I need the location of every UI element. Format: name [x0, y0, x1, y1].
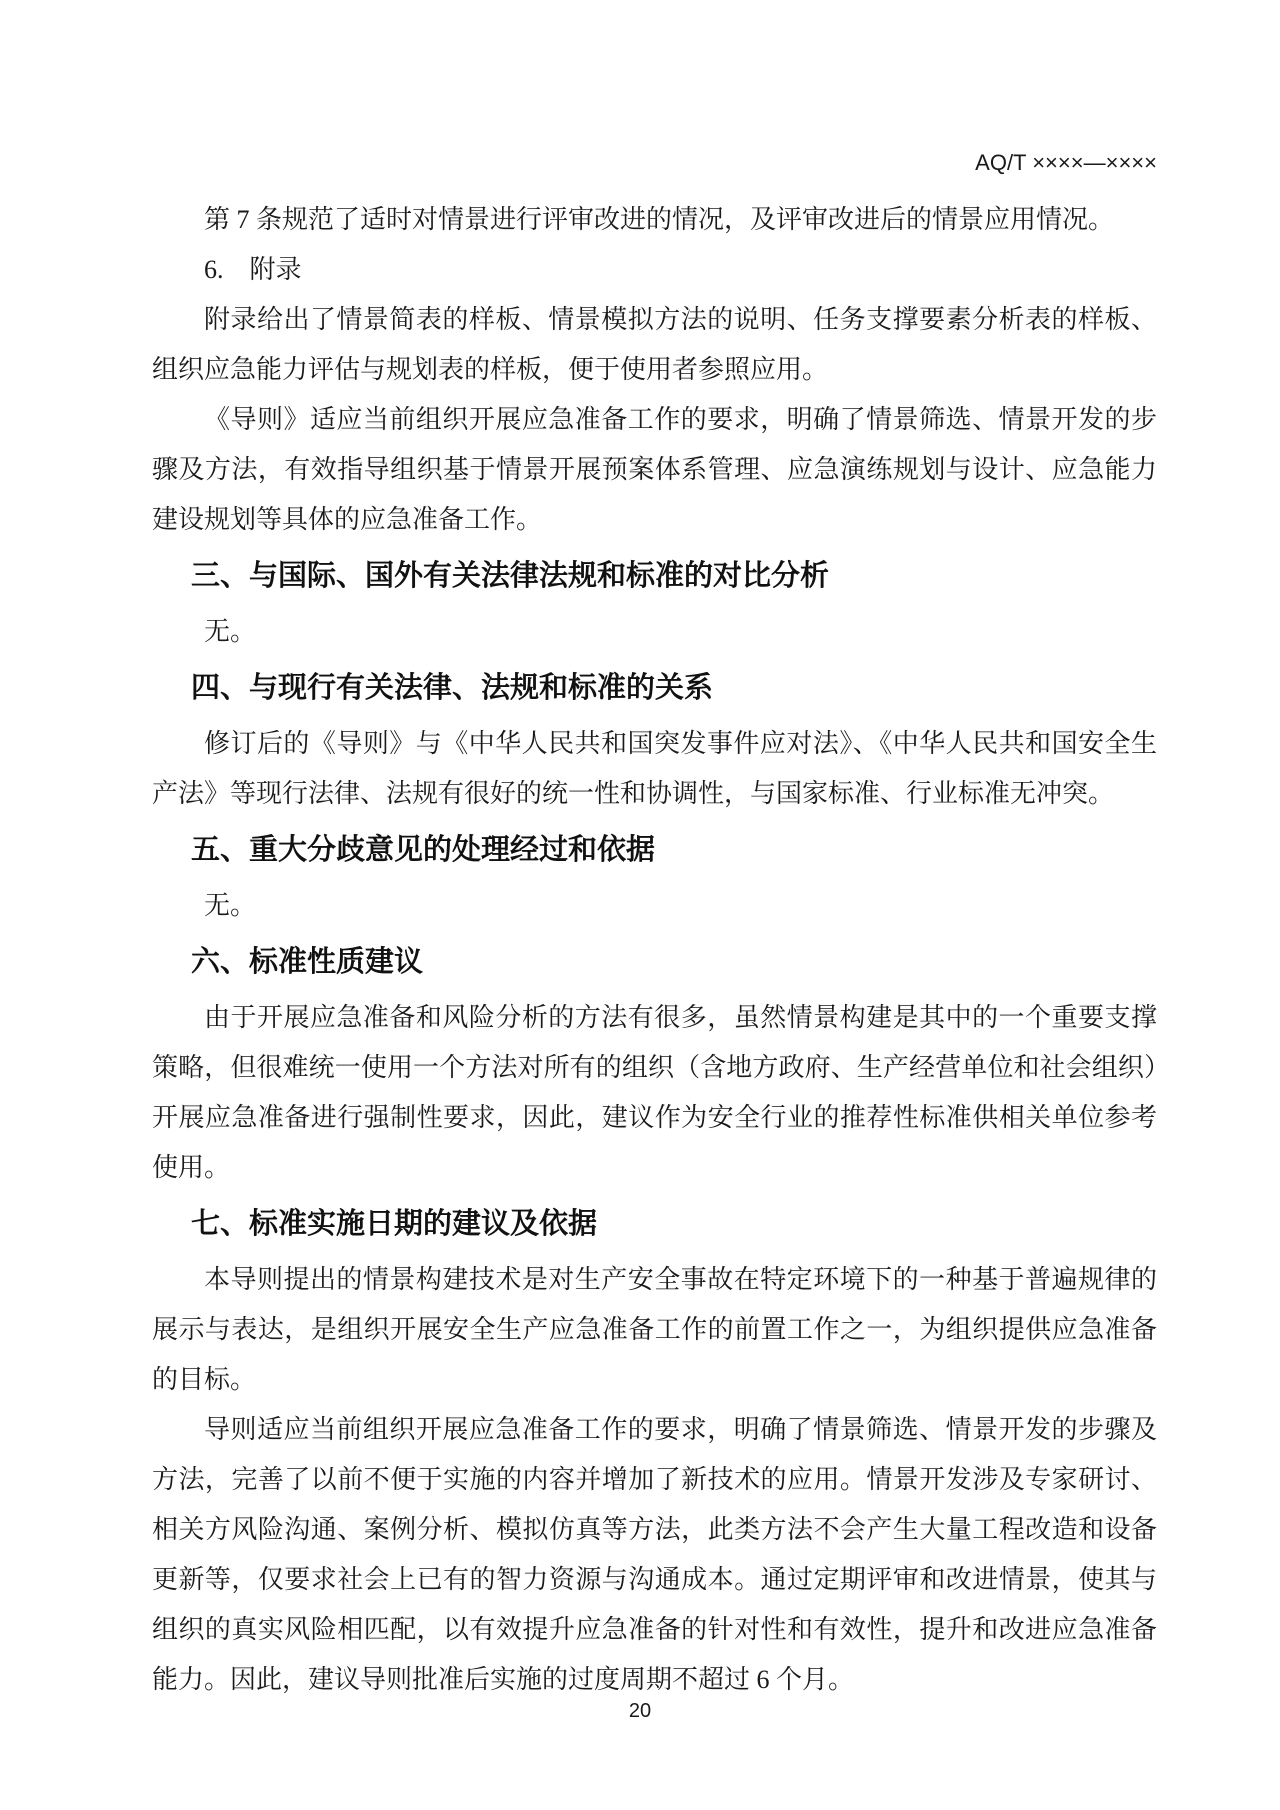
section-heading-7-implementation-date: 七、标准实施日期的建议及依据 — [191, 1208, 598, 1240]
paragraph-appendix-description: 附录给出了情景简表的样板、情景模拟方法的说明、任务支撑要素分析表的样板、组织应急能力评估与规划表的样板，便于使用者参照应用。 — [152, 305, 1157, 384]
section-heading-6-standard-nature: 六、标准性质建议 — [191, 946, 424, 978]
paragraph-guideline-adaptation: 《导则》适应当前组织开展应急准备工作的要求，明确了情景筛选、情景开发的步骤及方法，有效指导组织基于情景开展预案体系管理、应急演练规划与设计、应急能力建设规划等具体的应急准备工作。 — [152, 405, 1157, 534]
list-item-6-appendix: 6. 附录 — [204, 255, 302, 284]
section-heading-5-disagreements: 五、重大分歧意见的处理经过和依据 — [191, 834, 656, 866]
page-header — [152, 150, 1157, 176]
standard-number: AQ/T ××××—×××× — [975, 150, 1157, 175]
page-footer — [0, 1700, 1280, 1722]
page-number: 20 — [628, 1700, 652, 1722]
paragraph-implementation-period: 导则适应当前组织开展应急准备工作的要求，明确了情景筛选、情景开发的步骤及方法，完善了以前不便于实施的内容并增加了新技术的应用。情景开发涉及专家研讨、相关方风险沟通、案例分析、模拟仿真等方法，此类方法不会产生大量工程改造和设备更新等，仅要求社会上已有的智力资源与沟通成本。通过定期评审和改进情景，使其与组织的真实风险相匹配，以有效提升应急准备的针对性和有效性，提升和改进应急准备能力。因此，建议导则批准后实施的过度周期不超过 6 个月。 — [152, 1415, 1157, 1694]
section-heading-3-international-comparison: 三、与国际、国外有关法律法规和标准的对比分析 — [191, 560, 830, 592]
document-body — [152, 195, 1157, 1705]
section-heading-4-relation-to-laws: 四、与现行有关法律、法规和标准的关系 — [191, 672, 714, 704]
paragraph-none-1: 无。 — [204, 617, 257, 646]
paragraph-none-2: 无。 — [204, 891, 257, 920]
paragraph-laws-consistency: 修订后的《导则》与《中华人民共和国突发事件应对法》、《中华人民共和国安全生产法》等现行法律、法规有很好的统一性和协调性，与国家标准、行业标准无冲突。 — [152, 729, 1157, 808]
paragraph-standard-nature: 由于开展应急准备和风险分析的方法有很多，虽然情景构建是其中的一个重要支撑策略，但很难统一使用一个方法对所有的组织（含地方政府、生产经营单位和社会组织）开展应急准备进行强制性要求，因此，建议作为安全行业的推荐性标准供相关单位参考使用。 — [152, 1003, 1157, 1182]
paragraph-scenario-technique: 本导则提出的情景构建技术是对生产安全事故在特定环境下的一种基于普遍规律的展示与表达，是组织开展安全生产应急准备工作的前置工作之一，为组织提供应急准备的目标。 — [152, 1265, 1157, 1394]
paragraph-clause7: 第 7 条规范了适时对情景进行评审改进的情况，及评审改进后的情景应用情况。 — [204, 205, 1115, 234]
